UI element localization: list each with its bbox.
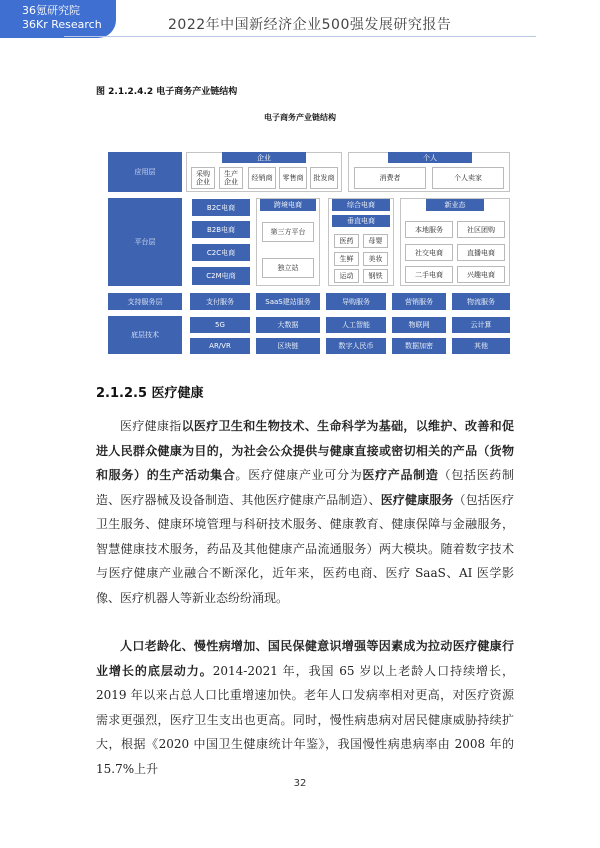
row-label-platform: 平台层 bbox=[108, 198, 182, 286]
platform-model: C2C电商 bbox=[192, 244, 250, 261]
paragraph-text: 医疗健康指 bbox=[120, 419, 182, 433]
vertical-item: 母婴 bbox=[363, 234, 388, 248]
page-number: 32 bbox=[293, 778, 307, 789]
paragraph-text: 。医疗健康产业可分为 bbox=[235, 468, 363, 482]
section-heading: 2.1.2.5 医疗健康 bbox=[96, 386, 204, 401]
row-label-support: 支持服务层 bbox=[108, 293, 182, 310]
cross-border-item: 第三方平台 bbox=[262, 222, 314, 242]
new-business-item: 兴趣电商 bbox=[457, 266, 505, 283]
individual-header: 个人 bbox=[388, 152, 472, 163]
paragraph-bold-text: 以医疗卫生和生物技术、生命科学为基础，以维护、改善和促进人民群众健康为目的，为社会公众提供与健康直接或密切相关的产品（货物和服务）的生产活动集合 bbox=[96, 419, 514, 482]
body-paragraph bbox=[96, 634, 514, 781]
vertical-item: 医药 bbox=[334, 234, 359, 248]
tech-item: 数据加密 bbox=[392, 338, 446, 354]
paragraph-text: （包括医疗卫生服务、健康环境管理与科研技术服务、健康教育、健康保障与金融服务，智慧健康技术服务，药品及其他健康产品流通服务）两大模块。随着数字技术与医疗健康产业融合不断深化，近年来，医药电商、医疗 SaaS、AI 医学影像、医疗机器人等新业态纷纷涌现。 bbox=[96, 492, 514, 605]
enterprise-header: 企业 bbox=[222, 152, 306, 163]
publisher-name-en: 36Kr Research bbox=[22, 18, 102, 31]
support-item: 营销服务 bbox=[392, 293, 446, 310]
new-business-item: 社交电商 bbox=[405, 244, 453, 261]
support-item: 导购服务 bbox=[326, 293, 386, 310]
report-title: 2022年中国新经济企业500强发展研究报告 bbox=[168, 17, 452, 33]
vertical-item: 钢铁 bbox=[363, 269, 388, 283]
paragraph-bold-text: 人口老龄化、慢性病增加、国民保健意识增强等因素成为拉动医疗健康行业增长的底层动力。 bbox=[96, 639, 514, 678]
new-business-item: 本地服务 bbox=[405, 221, 453, 238]
cross-border-header: 跨境电商 bbox=[260, 199, 316, 211]
row-label-application: 应用层 bbox=[108, 152, 182, 192]
new-business-item: 直播电商 bbox=[457, 244, 505, 261]
body-paragraph bbox=[96, 414, 514, 610]
vertical-item: 生鲜 bbox=[334, 252, 359, 266]
paragraph-bold-text: 医疗产品制造 bbox=[362, 468, 439, 482]
figure-caption: 图 2.1.2.4.2 电子商务产业链结构 bbox=[96, 87, 238, 97]
new-business-header: 新业态 bbox=[426, 199, 484, 211]
tech-item: 数字人民币 bbox=[326, 338, 386, 354]
tech-item: 5G bbox=[190, 317, 250, 333]
vertical-header: 垂直电商 bbox=[332, 215, 390, 227]
individual-item: 个人卖家 bbox=[432, 167, 504, 189]
support-item: 物流服务 bbox=[452, 293, 510, 310]
tech-item: 人工智能 bbox=[326, 317, 386, 333]
publisher-name-cn: 36氪研究院 bbox=[22, 4, 80, 17]
individual-item: 消费者 bbox=[354, 167, 426, 189]
paragraph-text: （包括医药制造、医疗器械及设备制造、其他医疗健康产品制造）、 bbox=[96, 468, 514, 507]
tech-item: 物联网 bbox=[392, 317, 446, 333]
new-business-item: 二手电商 bbox=[405, 266, 453, 283]
support-item: SaaS建站服务 bbox=[256, 293, 320, 310]
tech-item: 大数据 bbox=[256, 317, 320, 333]
tech-item: 其他 bbox=[452, 338, 510, 354]
platform-model: B2C电商 bbox=[192, 199, 250, 216]
enterprise-item: 零售商 bbox=[279, 167, 307, 189]
enterprise-item: 经销商 bbox=[248, 167, 276, 189]
paragraph-bold-text: 医疗健康服务 bbox=[380, 492, 454, 507]
enterprise-item: 生产 企业 bbox=[219, 167, 243, 189]
platform-model: B2B电商 bbox=[192, 221, 250, 238]
diagram-title: 电子商务产业链结构 bbox=[264, 113, 336, 122]
new-business-item: 社区团购 bbox=[457, 221, 505, 238]
tech-item: 云计算 bbox=[452, 317, 510, 333]
enterprise-item: 批发商 bbox=[310, 167, 338, 189]
platform-model: C2M电商 bbox=[192, 267, 250, 285]
row-label-tech: 底层技术 bbox=[108, 316, 182, 354]
support-item: 支付服务 bbox=[190, 293, 250, 310]
tech-item: AR/VR bbox=[190, 338, 250, 354]
tech-item: 区块链 bbox=[256, 338, 320, 354]
cross-border-item: 独立站 bbox=[262, 258, 314, 278]
comprehensive-header: 综合电商 bbox=[332, 199, 390, 211]
paragraph-text: 2014-2021 年，我国 65 岁以上老龄人口持续增长，2019 年以来占总人口比重增速加快。老年人口发病率相对更高，对医疗资源需求更强烈，医疗卫生支出也更高。同时，慢性病患病对居民健康威胁持续扩大，根据《2020 中国卫生健康统计年鉴》，我国慢性病患病率由 2008 年的 15.7%上升 bbox=[96, 663, 514, 776]
enterprise-item: 采购 企业 bbox=[191, 167, 215, 189]
ecommerce-chain-diagram bbox=[0, 0, 600, 360]
vertical-item: 美妆 bbox=[363, 252, 388, 266]
vertical-item: 运动 bbox=[334, 269, 359, 283]
